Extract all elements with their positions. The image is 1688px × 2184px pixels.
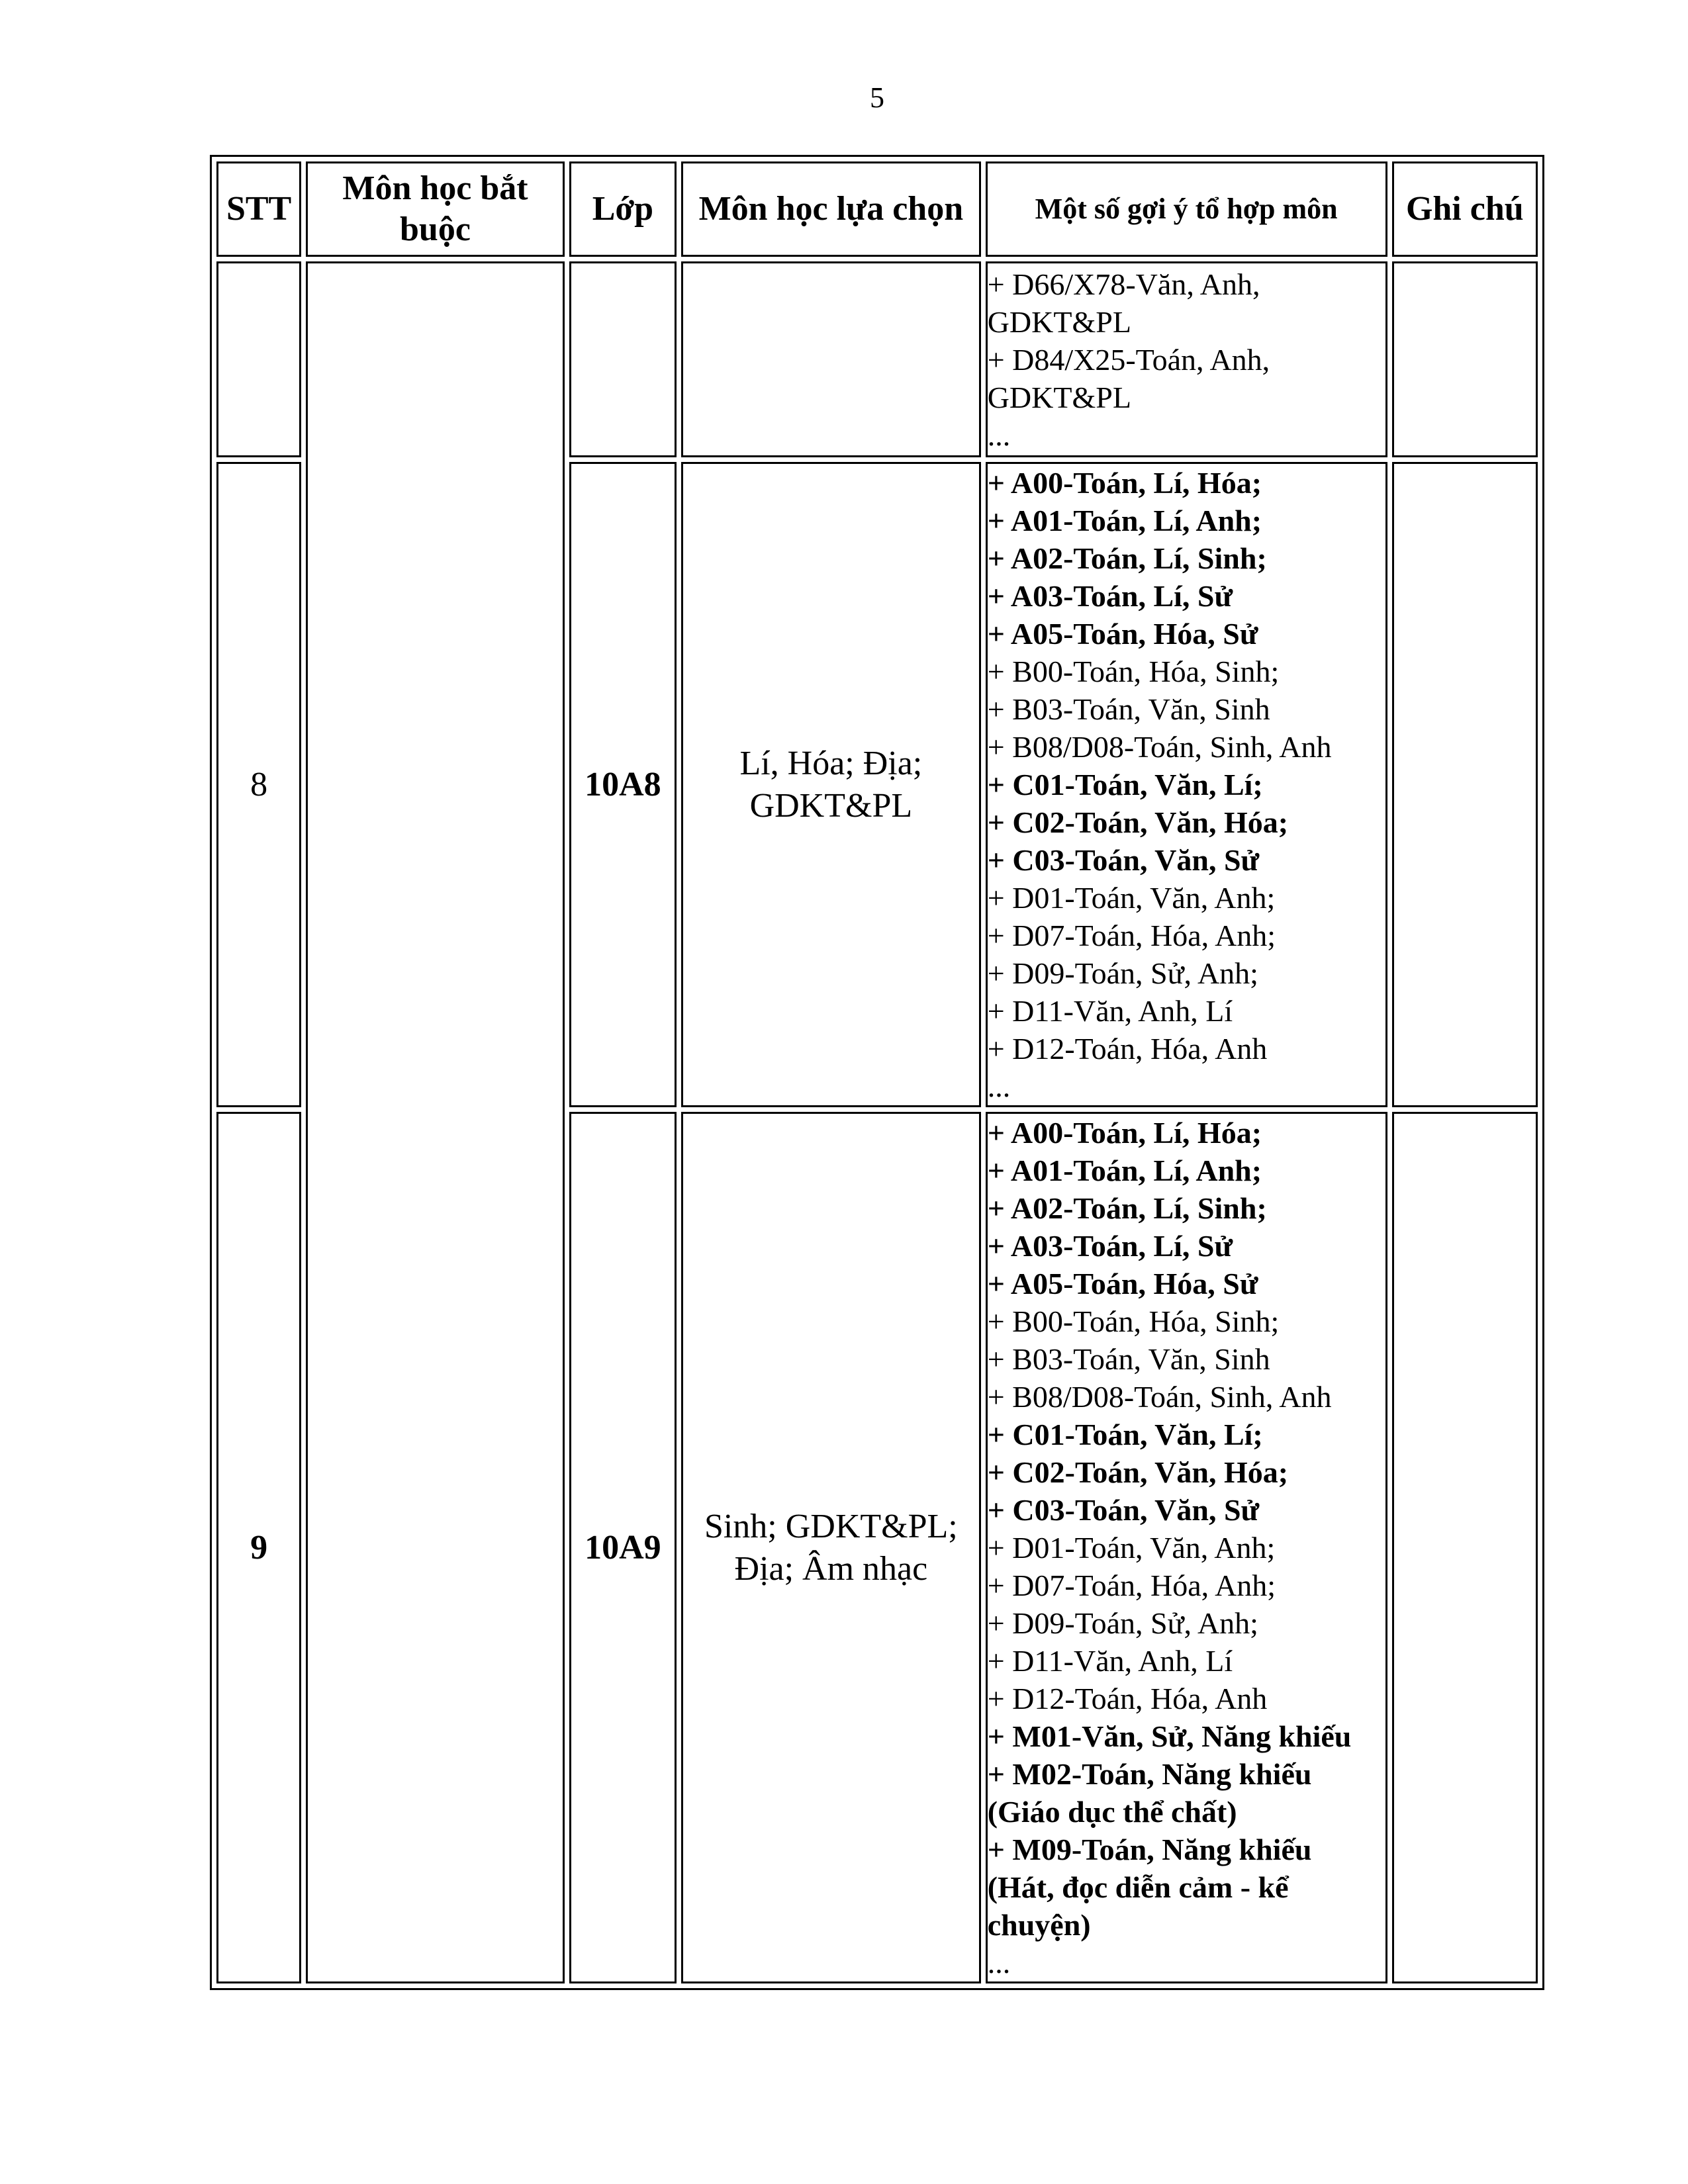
- combination-line: + A02-Toán, Lí, Sinh;: [987, 1191, 1267, 1225]
- row-note: [1392, 1112, 1538, 1983]
- row-note: [1392, 462, 1538, 1107]
- row-class: 10A8: [569, 462, 677, 1107]
- combination-line: + C02-Toán, Văn, Hóa;: [987, 1455, 1289, 1489]
- page-number: 5: [870, 81, 884, 114]
- row-combinations: [986, 1112, 1387, 1983]
- subject-combination-table-wrapper: [210, 155, 1544, 1990]
- combination-line: + A01-Toán, Lí, Anh;: [987, 504, 1262, 537]
- subject-combination-table: [210, 155, 1544, 1990]
- header-stt: STT: [216, 161, 301, 257]
- combination-line: + M02-Toán, Năng khiếu (Giáo dục thể chất): [987, 1757, 1312, 1829]
- row-elective-subjects: [681, 261, 981, 457]
- combination-line: + B03-Toán, Văn, Sinh: [987, 1342, 1270, 1376]
- combination-line: + M01-Văn, Sử, Năng khiếu: [987, 1719, 1352, 1753]
- header-class: Lớp: [569, 161, 677, 257]
- combination-line: + B08/D08-Toán, Sinh, Anh: [987, 1380, 1332, 1414]
- combination-line: ...: [987, 418, 1011, 452]
- row-class: [569, 261, 677, 457]
- combination-line: + C01-Toán, Văn, Lí;: [987, 1418, 1263, 1451]
- combination-line: + D11-Văn, Anh, Lí: [987, 1644, 1233, 1678]
- combination-line: + B00-Toán, Hóa, Sinh;: [987, 1304, 1280, 1338]
- combination-line: + A05-Toán, Hóa, Sử: [987, 617, 1258, 651]
- row-class: 10A9: [569, 1112, 677, 1983]
- combination-line: + B03-Toán, Văn, Sinh: [987, 692, 1270, 726]
- header-notes: Ghi chú: [1392, 161, 1538, 257]
- row-note: [1392, 261, 1538, 457]
- combination-line: + D11-Văn, Anh, Lí: [987, 994, 1233, 1028]
- combination-line: + A00-Toán, Lí, Hóa;: [987, 1116, 1262, 1150]
- header-elective-subjects: Môn học lựa chọn: [681, 161, 981, 257]
- combination-line: + A01-Toán, Lí, Anh;: [987, 1154, 1262, 1187]
- combination-line: + A00-Toán, Lí, Hóa;: [987, 466, 1262, 500]
- row-combinations: [986, 261, 1387, 457]
- row-stt: 9: [216, 1112, 301, 1983]
- combination-line: + D09-Toán, Sử, Anh;: [987, 956, 1258, 990]
- combination-line: + A03-Toán, Lí, Sử: [987, 579, 1233, 613]
- combination-line: + D12-Toán, Hóa, Anh: [987, 1032, 1268, 1066]
- combination-line: + C03-Toán, Văn, Sử: [987, 1493, 1260, 1527]
- row-stt: 8: [216, 462, 301, 1107]
- combination-line: + D12-Toán, Hóa, Anh: [987, 1682, 1268, 1715]
- row-elective-subjects: Lí, Hóa; Địa; GDKT&PL: [681, 462, 981, 1107]
- combination-line: + C02-Toán, Văn, Hóa;: [987, 805, 1289, 839]
- table-header-row: [216, 161, 1538, 257]
- combination-line: + A05-Toán, Hóa, Sử: [987, 1267, 1258, 1300]
- combination-line: + D09-Toán, Sử, Anh;: [987, 1606, 1258, 1640]
- mandatory-subjects-cell: [306, 261, 565, 1983]
- combination-line: + D01-Toán, Văn, Anh;: [987, 881, 1276, 915]
- combination-line: + C03-Toán, Văn, Sử: [987, 843, 1260, 877]
- header-mandatory-subjects: Môn học bắt buộc: [306, 161, 565, 257]
- table-row: [216, 261, 1538, 457]
- row-stt: [216, 261, 301, 457]
- combination-line: + D66/X78-Văn, Anh, GDKT&PL: [987, 267, 1260, 339]
- combination-line: + A02-Toán, Lí, Sinh;: [987, 541, 1267, 575]
- row-elective-subjects: Sinh; GDKT&PL; Địa; Âm nhạc: [681, 1112, 981, 1983]
- combination-line: + M09-Toán, Năng khiếu (Hát, đọc diễn cảm - kể chuyện): [987, 1833, 1312, 1942]
- header-suggested-combinations: Một số gợi ý tổ hợp môn: [986, 161, 1387, 257]
- combination-line: + B08/D08-Toán, Sinh, Anh: [987, 730, 1332, 764]
- combination-line: + B00-Toán, Hóa, Sinh;: [987, 655, 1280, 688]
- combination-line: + D01-Toán, Văn, Anh;: [987, 1531, 1276, 1565]
- combination-line: + A03-Toán, Lí, Sử: [987, 1229, 1233, 1263]
- combination-line: ...: [987, 1069, 1011, 1103]
- combination-line: + D07-Toán, Hóa, Anh;: [987, 1569, 1276, 1602]
- combination-line: + D84/X25-Toán, Anh, GDKT&PL: [987, 342, 1270, 414]
- combination-line: + C01-Toán, Văn, Lí;: [987, 768, 1263, 801]
- combination-line: ...: [987, 1946, 1011, 1979]
- row-combinations: [986, 462, 1387, 1107]
- combination-line: + D07-Toán, Hóa, Anh;: [987, 919, 1276, 952]
